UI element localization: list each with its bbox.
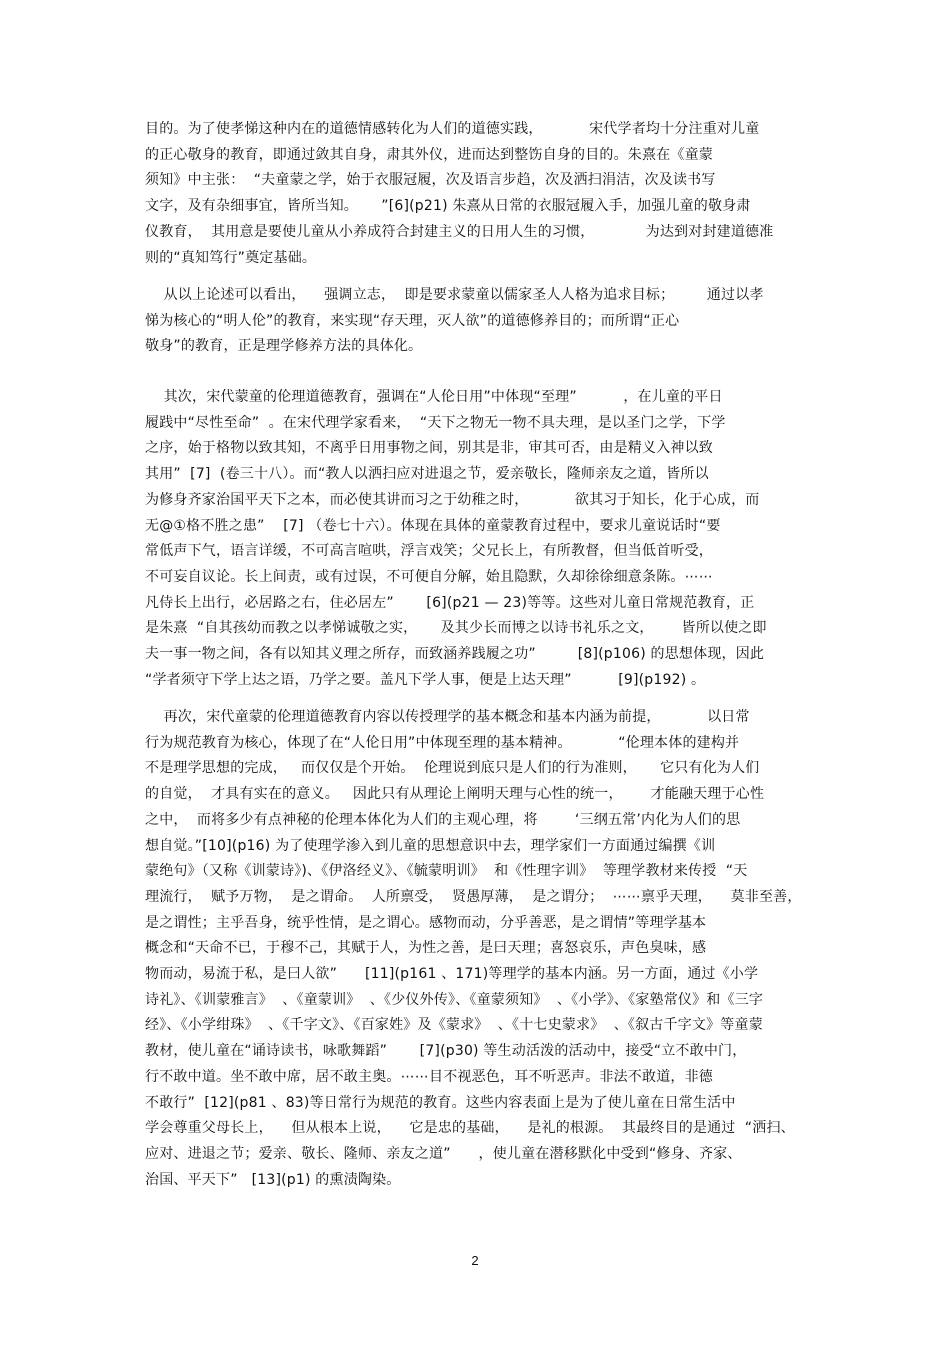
text-line: 之序，始于格物以致其知，不离乎日用事物之间，别其是非，审其可否，由是精义入神以致 (145, 440, 713, 457)
text-line: 为修身齐家治国平天下之本，而必使其讲而习之于幼稚之时， 欲其习于知长，化于心成，而 (145, 491, 760, 508)
text-line: 再次，宋代童蒙的伦理道德教育内容以传授理学的基本概念和基本内涵为前提， 以日常 (145, 709, 750, 725)
text-line: 其用” [7] (卷三十八）。而“教人以洒扫应对进退之节，爱亲敬长，隆师亲友之道，皆所以 (145, 466, 709, 483)
text-line: 教材，使儿童在“诵诗读书，咏歌舞蹈” [7](p30) 等生动活泼的活动中，接受“立不敢中门， (145, 1043, 747, 1060)
text-line: 履践中“尽性至命” 。在宋代理学家看来， “天下之物无一物不具夫理，是以圣门之学，下学 (145, 414, 726, 431)
text-line: 夫一事一物之间，各有以知其义理之所存，而致涵养践履之功” [8](p106) 的思想体现，因此 (145, 646, 765, 662)
text-line: 仪教育， 其用意是要使儿童从小养成符合封建主义的日用人生的习惯， 为达到对封建道德准 (145, 223, 774, 240)
text-line: 学会尊重父母长上， 但从根本上说， 它是忠的基础， 是礼的根源。 其最终目的是通过 “洒扫、 (145, 1120, 795, 1137)
text-line: 不是理学思想的完成， 而仅仅是个开始。 伦理说到底只是人们的行为准则， 它只有化为人们 (145, 760, 760, 777)
text-line: 行为规范教育为核心，体现了在“人伦日用”中体现至理的基本精神。 “伦理本体的建构并 (145, 734, 740, 751)
text-line: 不可妄自议论。长上间责，或有过误，不可便自分解，始且隐默，久却徐徐细意条陈。⋯⋯ (145, 568, 713, 585)
text-line: 概念和“天命不已，于穆不己，其赋于人，为性之善，是曰天理；喜怒哀乐，声色臭味，感 (145, 940, 707, 957)
text-line: 蒙绝句》（又称《训蒙诗》)、《伊洛经义》、《毓蒙明训》 和《性理字训》 等理学教材来传授 “天 (145, 863, 748, 880)
text-line: 物而动，易流于私，是曰人欲” [11](p161 、171)等理学的基本内涵。另一方面，通过《小学 (145, 966, 759, 982)
text-line: 从以上论述可以看出， 强调立志， 即是要求蒙童以儒家圣人人格为追求目标； 通过以孝 (145, 287, 764, 303)
text-line: 之中， 而将多少有点神秘的伦理本体化为人们的主观心理，将 ‘三纲五常’内化为人们的思 (145, 811, 741, 828)
text-line: 治国、平天下” [13](p1) 的熏渍陶染。 (145, 1171, 401, 1188)
text-line: 是朱熹 “自其孩幼而教之以孝悌诚敬之实， 及其少长而博之以诗书礼乐之文， 皆所以使之即 (145, 620, 767, 637)
text-line: 应对、进退之节；爱亲、敬长、隆师、亲友之道” ，使儿童在潜移默化中受到“修身、齐家、 (145, 1145, 742, 1162)
text-line: 理流行， 赋予万物， 是之谓命。 人所禀受， 贤愚厚薄， 是之谓分； ⋯⋯禀乎天理， 莫非至善， (145, 888, 802, 905)
text-line: 文字，及有杂细事宜，皆所当知。 ”[6](p21) 朱熹从日常的衣服冠履入手，加强儿童的敬身肃 (145, 198, 751, 215)
text-line: 敬身”的教育，正是理学修养方法的具体化。 (145, 338, 423, 355)
text-line: 常低声下气，语言详缓，不可高言喧哄，浮言戏笑；父兄长上，有所教督，但当低首听受， (145, 543, 713, 560)
text-line: 的自觉， 才具有实在的意义。 因此只有从理论上阐明天理与心性的统一， 才能融天理于心性 (145, 786, 765, 803)
text-line: 想自觉。”[10](p16) 为了使理学渗入到儿童的思想意识中去，理学家们一方面通过编撰《训 (145, 837, 716, 854)
text-line: 经》、《小学绀珠》 、《千字文》、《百家姓》及《蒙求》 、《十七史蒙求》 、《叙古千字文》等童蒙 (145, 1017, 763, 1034)
text-line: 凡侍长上出行，必居路之右，住必居左” [6](p21 — 23)等等。这些对儿童日常规范教育，正 (145, 594, 755, 611)
text-line: 的正心敬身的教育，即通过敛其自身，肃其外仪，进而达到整饬自身的目的。朱熹在《童蒙 (145, 146, 713, 163)
text-line: 悌为核心的“明人伦”的教育，来实现“存天理，灭人欲”的道德修养目的；而所谓“正心 (145, 312, 680, 329)
text-line: 行不敢中道。坐不敢中席，居不敢主奥。⋯⋯目不视恶色，耳不听恶声。非法不敢道，非德 (145, 1068, 713, 1085)
text-line: “学者须守下学上达之语，乃学之要。盖凡下学人事，便是上达天理” [9](p192) 。 (145, 671, 706, 688)
text-line: 是之谓性；主乎吾身，统乎性情，是之谓心。感物而动，分乎善恶，是之谓情”等理学基本 (145, 914, 707, 931)
page-number: 2 (471, 1253, 479, 1268)
text-line: 无@①格不胜之患” [7] （卷七十六）。体现在具体的童蒙教育过程中，要求儿童说话时“要 (145, 517, 721, 534)
text-line: 目的。为了使孝悌这种内在的道德情感转化为人们的道德实践， 宋代学者均十分注重对儿童 (145, 121, 760, 137)
text-line: 不敢行” [12](p81 、83)等日常行为规范的教育。这些内容表面上是为了使儿童在日常生活中 (145, 1094, 736, 1111)
text-line: 诗礼》、《训蒙雅言》 、《童蒙训》 、《少仪外传》、《童蒙须知》 、《小学》、《家塾常仪》和《三字 (145, 991, 764, 1008)
text-line: 则的“真知笃行”奠定基础。 (145, 249, 317, 266)
text-line: 须知》中主张： “夫童蒙之学，始于衣服冠履，次及语言步趋，次及洒扫涓洁，次及读书写 (145, 172, 716, 189)
text-line: 其次，宋代蒙童的伦理道德教育，强调在“人伦日用”中体现“至理” ，在儿童的平日 (145, 389, 723, 405)
